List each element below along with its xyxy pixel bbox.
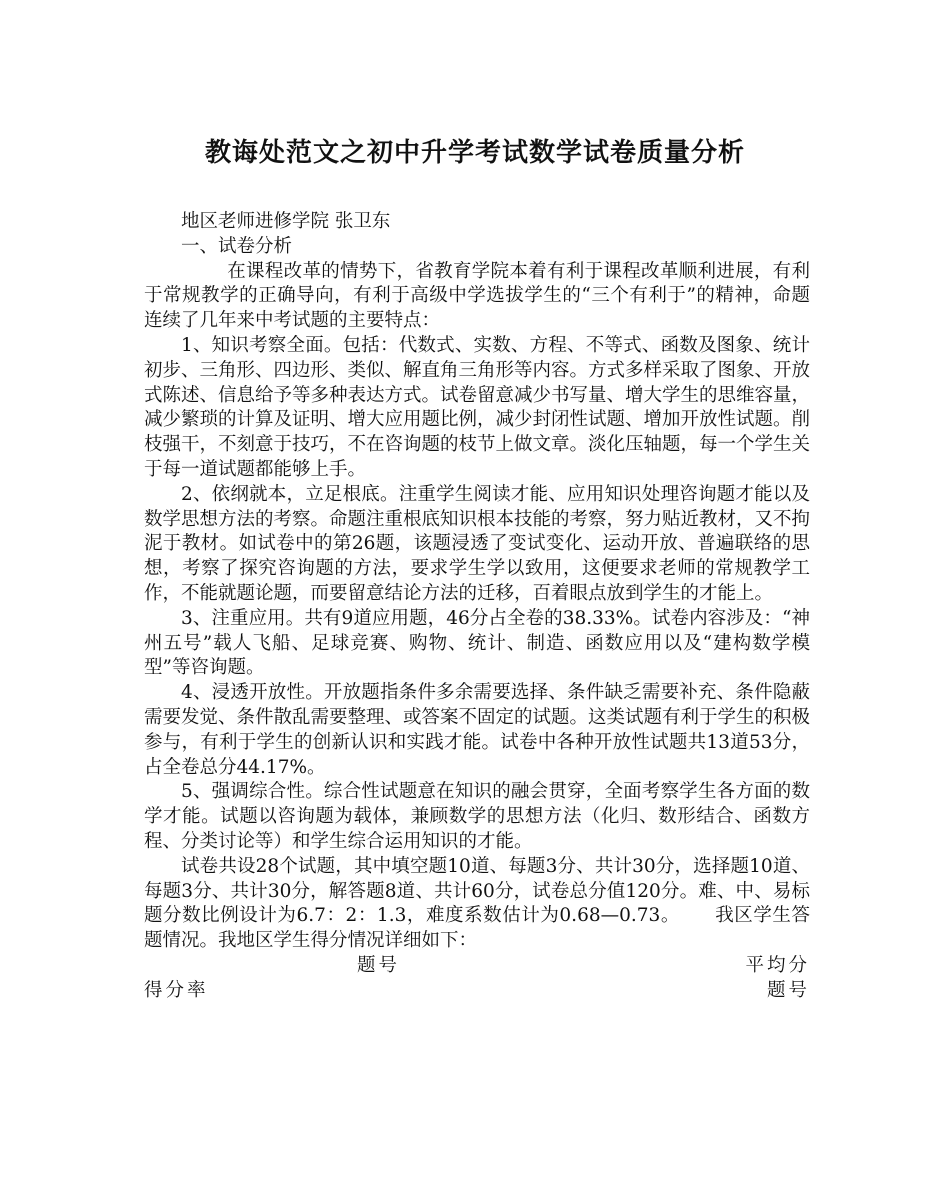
- paragraph-point-5: 5、强调综合性。综合性试题意在知识的融会贯穿，全面考察学生各方面的数学才能。试题以咨询题为载体，兼顾数学的思想方法（化归、数形结合、函数方程、分类讨论等）和学生综合运用知识的才能。: [144, 781, 810, 852]
- table-header-row-1: [144, 954, 810, 979]
- paragraph-point-4: 4、浸透开放性。开放题指条件多余需要选择、条件缺乏需要补充、条件隐蔽需要发觉、条件散乱需要整理、或答案不固定的试题。这类试题有利于学生的积极参与，有利于学生的创新认识和实践才能。试卷中各种开放性试题共13道53分，占全卷总分44.17%。: [144, 682, 811, 778]
- table-header-question-number-2: 题号: [766, 979, 810, 1001]
- table-header-average-score: 平均分: [745, 954, 810, 976]
- paragraph-point-2: 2、依纲就本，立足根底。注重学生阅读才能、应用知识处理咨询题才能以及数学思想方法的考察。命题注重根底知识根本技能的考察，努力贴近教材，又不拘泥于教材。如试卷中的第26题，该题浸透了变试变化、运动开放、普遍联络的思想，考察了探究咨询题的方法，要求学生学以致用，这便要求老师的常规教学工作，不能就题论题，而要留意结论方法的迁移，百着眼点放到学生的才能上。: [144, 483, 811, 604]
- table-header-question-number: 题号: [357, 954, 401, 976]
- author-line: 地区老师进修学院 张卫东: [181, 211, 391, 232]
- table-header-row-2: [144, 979, 810, 1004]
- document-title: 教诲处范文之初中升学考试数学试卷质量分析: [204, 138, 745, 168]
- section-heading: 一、试卷分析: [181, 235, 293, 257]
- paragraph-point-1: 1、知识考察全面。包括：代数式、实数、方程、不等式、函数及图象、统计初步、三角形、四边形、类似、解直角三角形等内容。方式多样采取了图象、开放式陈述、信息给予等多种表达方式。试卷留意减少书写量、增大学生的思维容量，减少繁琐的计算及证明、增大应用题比例，减少封闭性试题、增加开放性试题。削枝强干，不刻意于技巧，不在咨询题的枝节上做文章。淡化压轴题，每一个学生关于每一道试题都能够上手。: [144, 334, 811, 480]
- table-header-score-rate: 得分率: [144, 979, 209, 1001]
- paragraph-exam-structure: 试卷共设28个试题，其中填空题10道、每题3分、共计30分，选择题10道、每题3分、共计30分，解答题8道、共计60分，试卷总分值120分。难、中、易标题分数比例设计为6.7：2：1.3，难度系数估计为0.68—0.73。 我区学生答题情况。我地区学生得分情况详细如下：: [144, 855, 810, 952]
- document-body: [144, 210, 810, 1004]
- paragraph-intro: 在课程改革的情势下，省教育学院本着有利于课程改革顺利进展，有利于常规教学的正确导向，有利于高级中学选拔学生的“三个有利于”的精神，命题连续了几年来中考试题的主要特点：: [144, 260, 810, 332]
- paragraph-point-3: 3、注重应用。共有9道应用题，46分占全卷的38.33%。试卷内容涉及：“神州五号”载人飞船、足球竞赛、购物、统计、制造、函数应用以及“建构数学模型”等咨询题。: [144, 607, 810, 679]
